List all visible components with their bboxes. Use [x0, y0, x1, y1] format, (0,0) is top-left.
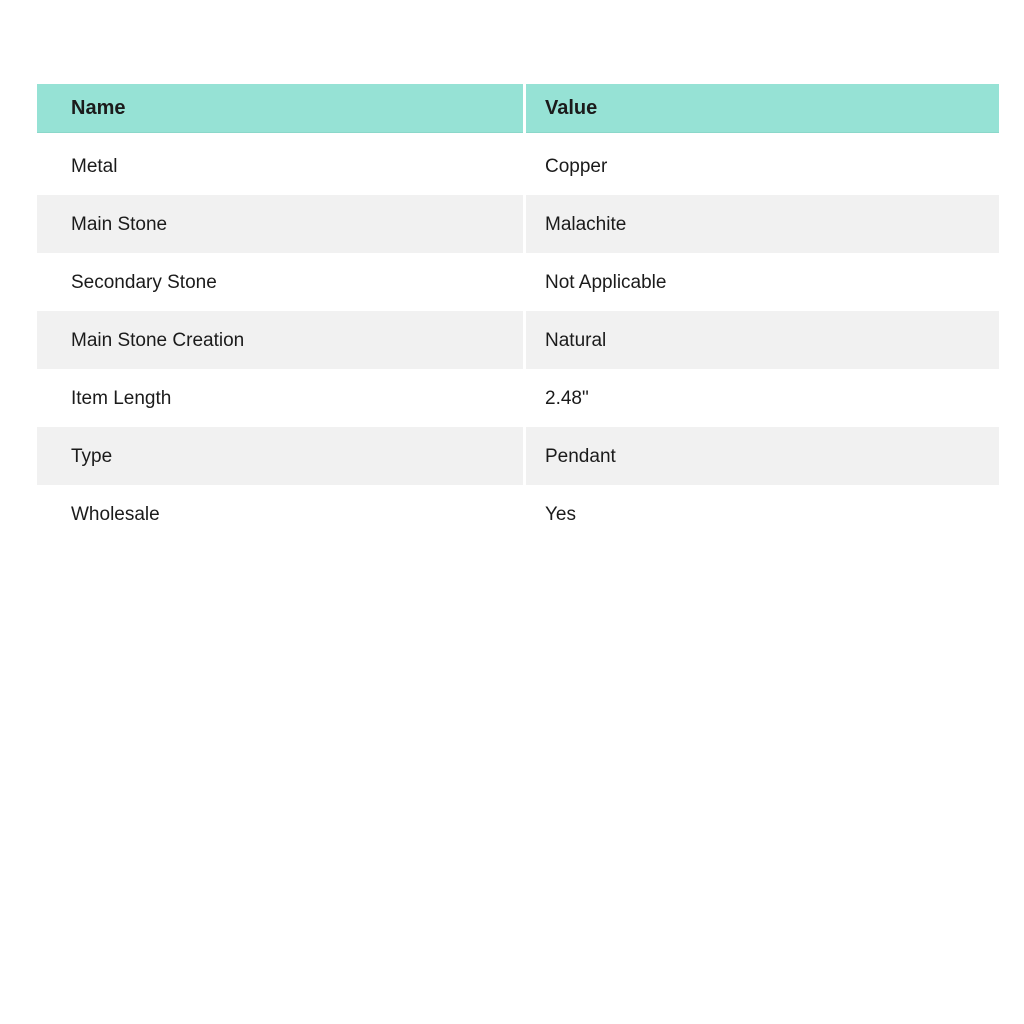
row-name-cell: Secondary Stone: [37, 253, 523, 311]
row-value-cell: Yes: [526, 485, 999, 543]
row-name-cell: Type: [37, 427, 523, 485]
table-row: [37, 427, 999, 485]
row-value-cell: Pendant: [526, 427, 999, 485]
row-name-cell: Metal: [37, 137, 523, 195]
row-value-cell: Natural: [526, 311, 999, 369]
row-value-cell: Malachite: [526, 195, 999, 253]
row-name-cell: Main Stone Creation: [37, 311, 523, 369]
row-name-cell: Wholesale: [37, 485, 523, 543]
row-value-cell: 2.48": [526, 369, 999, 427]
table-header-row: [37, 84, 999, 133]
header-cell-value: Value: [526, 84, 999, 133]
table-row: [37, 195, 999, 253]
row-value-cell: Not Applicable: [526, 253, 999, 311]
row-name-cell: Main Stone: [37, 195, 523, 253]
table-row: [37, 253, 999, 311]
row-name-cell: Item Length: [37, 369, 523, 427]
table-row: [37, 311, 999, 369]
table-body: [37, 137, 999, 543]
header-cell-name: Name: [37, 84, 523, 133]
table-row: [37, 485, 999, 543]
table-row: [37, 369, 999, 427]
row-value-cell: Copper: [526, 137, 999, 195]
product-spec-table: [37, 84, 999, 543]
table-row: [37, 137, 999, 195]
